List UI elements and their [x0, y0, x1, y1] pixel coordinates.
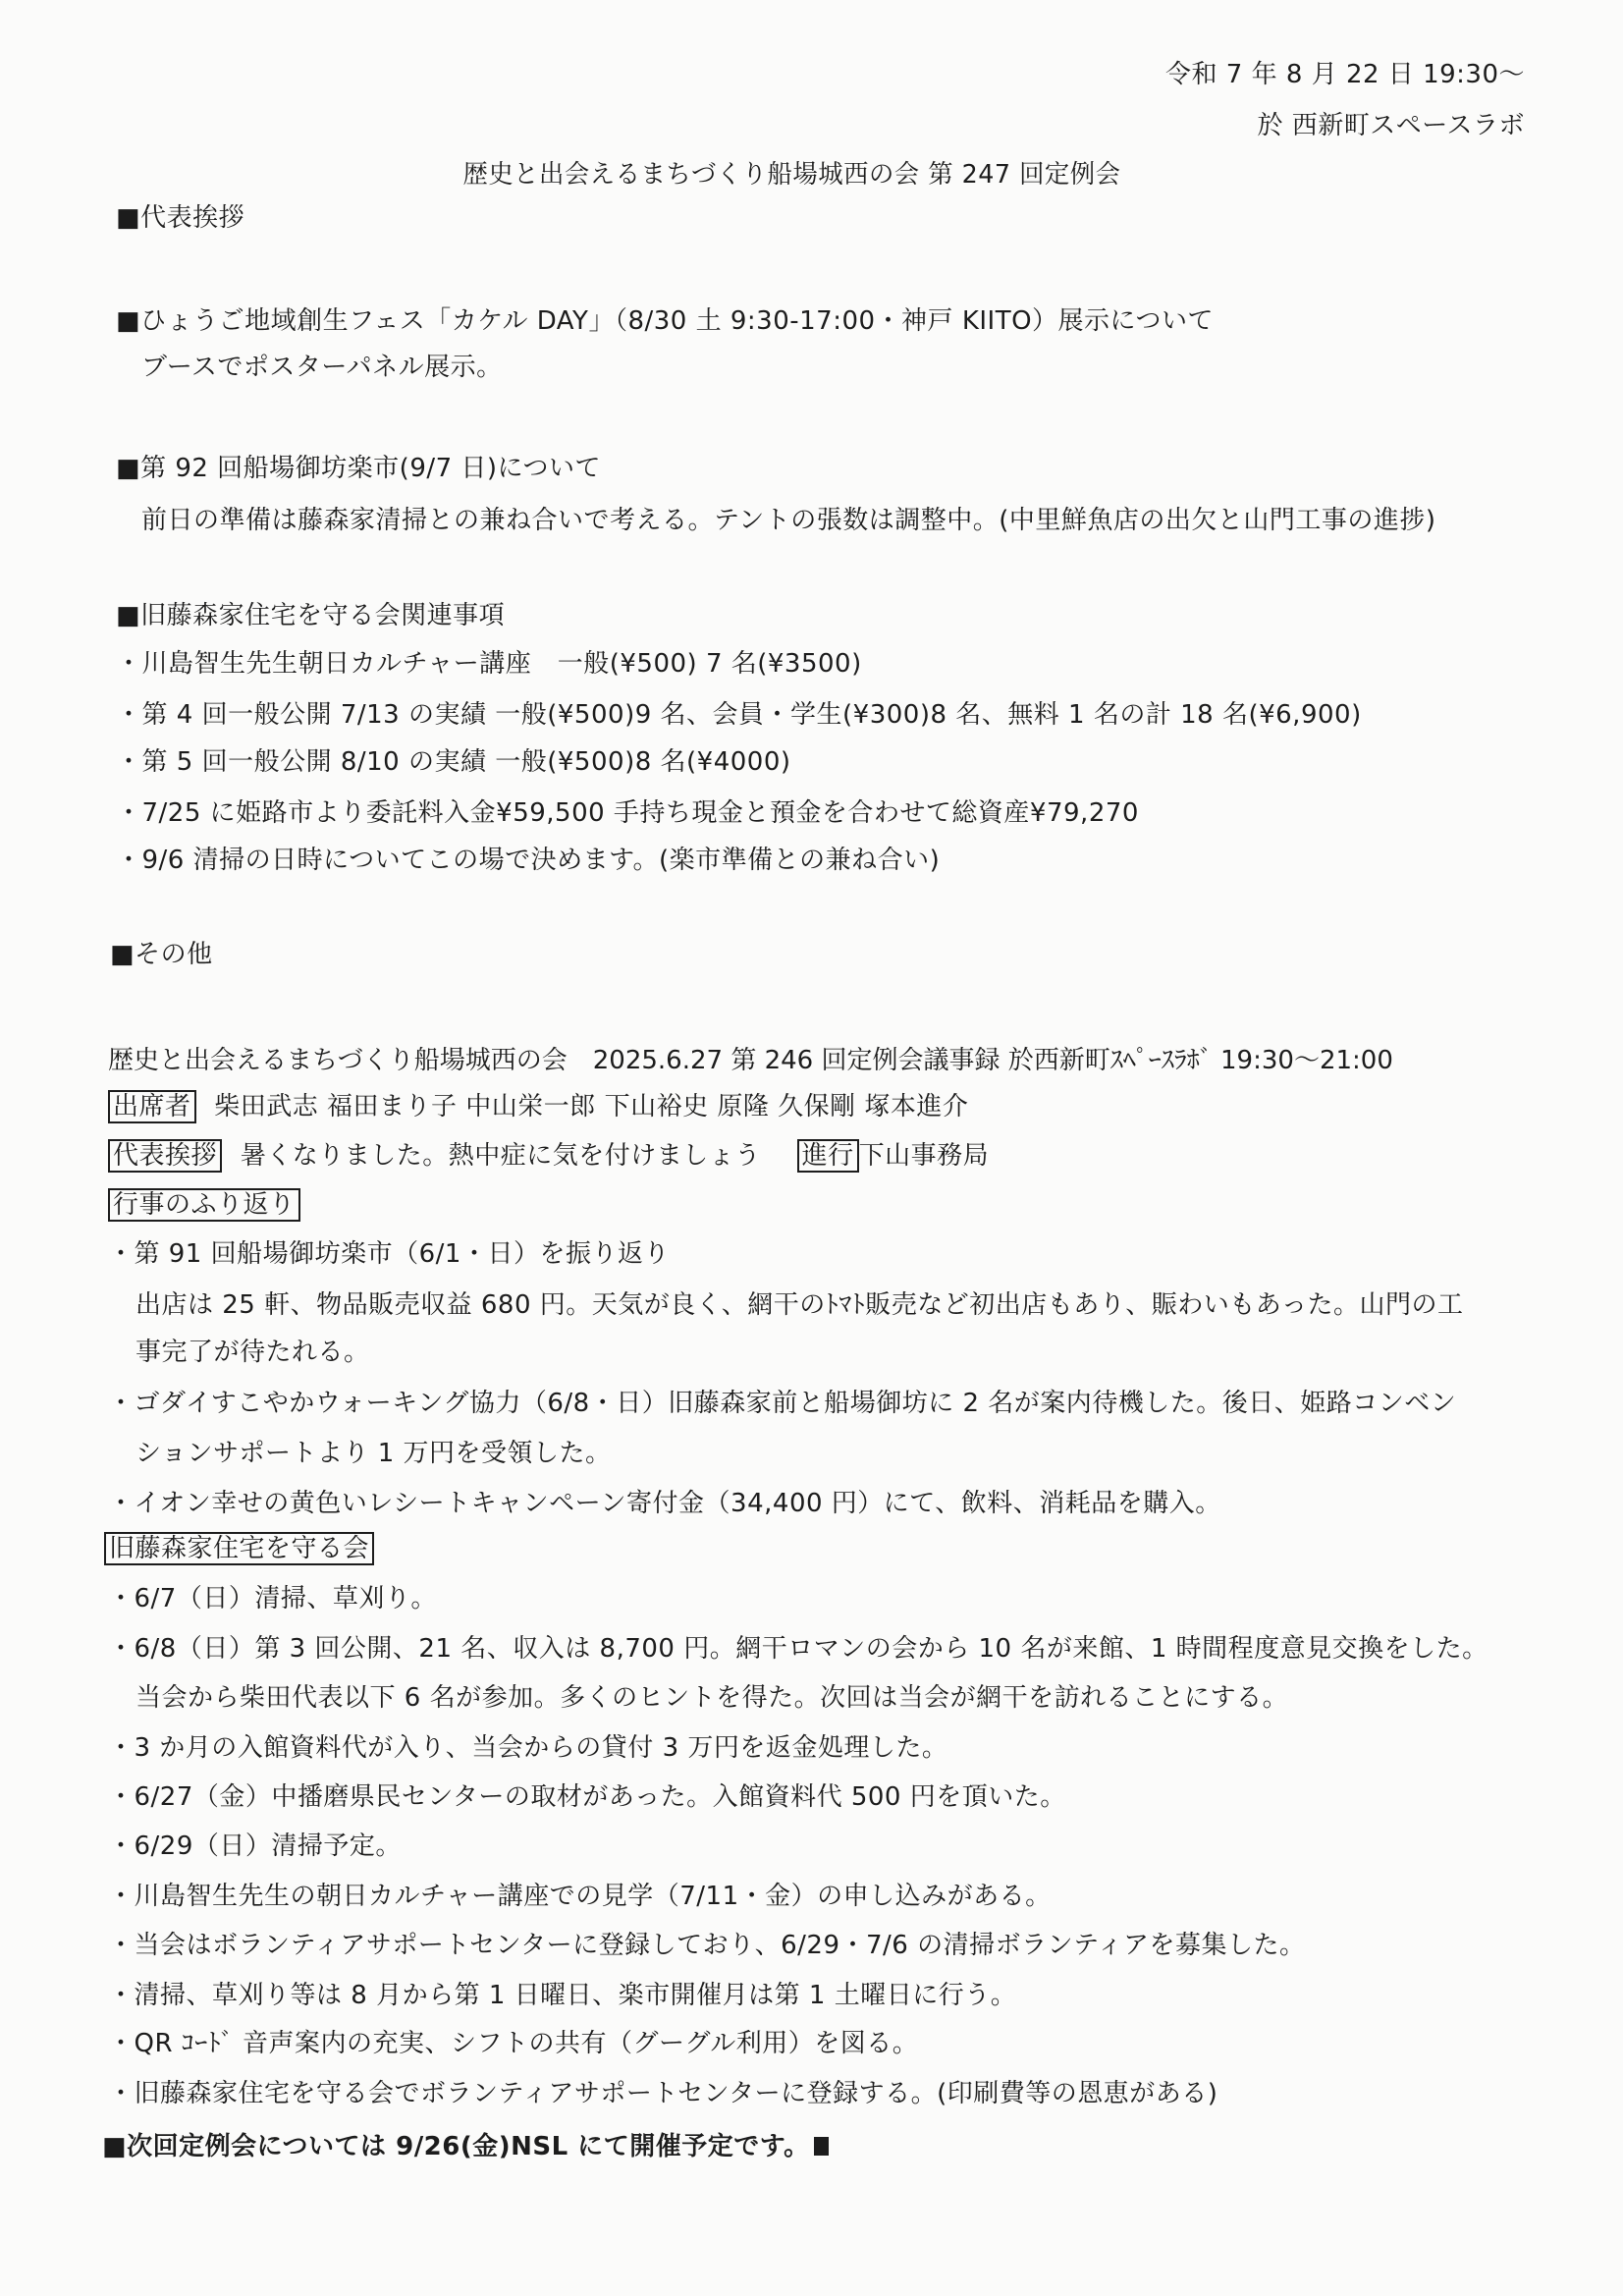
house-line: ・当会はボランティアサポートセンターに登録しており、6/29・7/6 の清掃ボランティアを募集した。 — [108, 1931, 1306, 1960]
review-line: ・イオン幸せの黄色いレシートキャンペーン寄付金（34,400 円）にて、飲料、消耗品を購入。 — [108, 1489, 1221, 1518]
house-line: ・清掃、草刈り等は 8 月から第 1 日曜日、楽市開催月は第 1 土曜日に行う。 — [108, 1981, 1017, 2010]
house-line: ・川島智生先生の朝日カルチャー講座での見学（7/11・金）の申し込みがある。 — [108, 1882, 1052, 1911]
market-body: 前日の準備は藤森家清掃との兼ね合いで考える。テントの張数は調整中。(中里鮮魚店の出欠と山門工事の進捗) — [141, 506, 1436, 535]
review-label: 行事のふり返り — [108, 1188, 300, 1222]
house-line: ・6/7（日）清掃、草刈り。 — [108, 1584, 437, 1613]
review-line: ・ゴダイすこやかウォーキング協力（6/8・日）旧藤森家前と船場御坊に 2 名が案内待機した。後日、姫路コンベン — [108, 1389, 1457, 1418]
house-line: ・QR ｺｰﾄﾞ 音声案内の充実、シフトの共有（グーグル利用）を図る。 — [108, 2029, 919, 2058]
next-meeting-row — [102, 2129, 829, 2164]
house-section-row — [104, 1531, 374, 1566]
other-heading: ■その他 — [110, 940, 213, 969]
fes-body: ブースでポスターパネル展示。 — [141, 353, 503, 382]
review-line: 事完了が待たれる。 — [135, 1338, 370, 1367]
attendees-label: 出席者 — [108, 1090, 196, 1123]
house-line: ・6/8（日）第 3 回公開、21 名、収入は 8,700 円。網干ロマンの会から 10 名が来館、1 時間程度意見交換をした。 — [108, 1634, 1488, 1664]
attendees-row — [108, 1089, 968, 1124]
minutes-title: 歴史と出会えるまちづくり船場城西の会 2025.6.27 第 246 回定例会議事録 於西新町ｽﾍﾟｰｽﾗﾎﾞ 19:30〜21:00 — [108, 1046, 1393, 1075]
house-item: ・9/6 清掃の日時についてこの場で決めます。(楽市準備との兼ね合い) — [116, 846, 941, 875]
meeting-title: 歴史と出会えるまちづくり船場城西の会 第 247 回定例会 — [462, 160, 1121, 190]
progress-label: 進行 — [797, 1139, 859, 1173]
house-line: 当会から柴田代表以下 6 名が参加。多くのヒントを得た。次回は当会が網干を訪れることにする。 — [135, 1683, 1289, 1713]
market-heading: ■第 92 回船場御坊楽市(9/7 日)について — [116, 454, 602, 483]
house-line: ・6/27（金）中播磨県民センターの取材があった。入館資料代 500 円を頂いた。 — [108, 1782, 1066, 1812]
progress-text: 下山事務局 — [858, 1141, 990, 1171]
house-section-label: 旧藤森家住宅を守る会 — [104, 1532, 374, 1565]
house-line: ・旧藤森家住宅を守る会でボランティアサポートセンターに登録する。(印刷費等の恩恵がある) — [108, 2079, 1218, 2108]
next-meeting-text: ■次回定例会については 9/26(金)NSL にて開催予定です。 — [102, 2132, 810, 2161]
fes-heading: ■ひょうご地域創生フェス「カケル DAY」（8/30 土 9:30-17:00・神戸 KIITO）展示について — [116, 306, 1215, 336]
house-item: ・川島智生先生朝日カルチャー講座 一般(¥500) 7 名(¥3500) — [116, 649, 862, 679]
house-heading: ■旧藤森家住宅を守る会関連事項 — [116, 601, 506, 630]
meeting-venue: 於 西新町スペースラボ — [1257, 111, 1525, 140]
review-line: ションサポートより 1 万円を受領した。 — [135, 1439, 612, 1468]
attendees-names: 柴田武志 福田まり子 中山栄一郎 下山裕史 原隆 久保剛 塚本進介 — [214, 1092, 969, 1121]
review-line: 出店は 25 軒、物品販売収益 680 円。天気が良く、網干のﾄﾏﾄ販売など初出店もあり、賑わいもあった。山門の工 — [135, 1290, 1464, 1320]
greeting-heading: ■代表挨拶 — [116, 203, 245, 233]
house-line: ・3 か月の入館資料代が入り、当会からの貸付 3 万円を返金処理した。 — [108, 1733, 948, 1763]
review-line: ・第 91 回船場御坊楽市（6/1・日）を振り返り — [108, 1239, 670, 1269]
greeting-row — [108, 1138, 989, 1174]
house-line: ・6/29（日）清掃予定。 — [108, 1831, 402, 1861]
house-item: ・第 4 回一般公開 7/13 の実績 一般(¥500)9 名、会員・学生(¥300)8 名、無料 1 名の計 18 名(¥6,900) — [116, 700, 1362, 730]
meeting-date: 令和 7 年 8 月 22 日 19:30〜 — [1165, 60, 1525, 89]
greeting-label: 代表挨拶 — [108, 1139, 222, 1173]
house-item: ・第 5 回一般公開 8/10 の実績 一般(¥500)8 名(¥4000) — [116, 747, 791, 777]
house-item: ・7/25 に姫路市より委託料入金¥59,500 手持ち現金と預金を合わせて総資産¥79,270 — [116, 798, 1139, 828]
review-row — [108, 1187, 300, 1223]
greeting-text: 暑くなりました。熱中症に気を付けましょう — [240, 1141, 761, 1171]
end-square-icon — [814, 2137, 829, 2156]
